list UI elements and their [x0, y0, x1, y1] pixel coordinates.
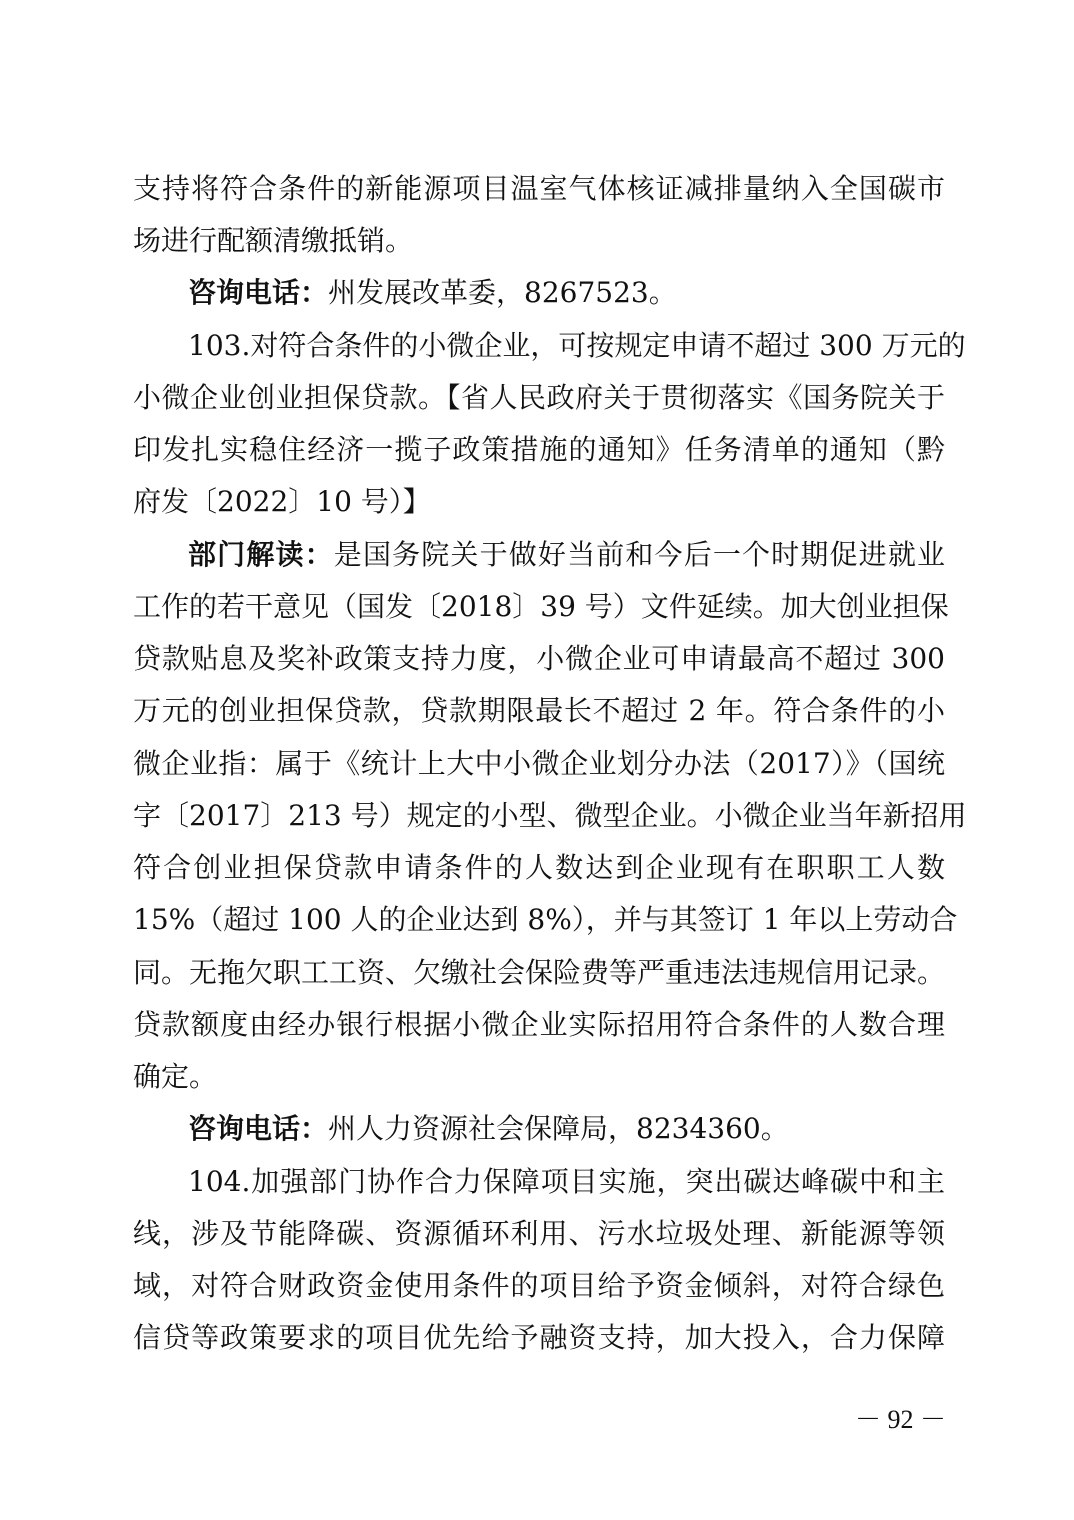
consult-phone-label: 咨询电话： [188, 276, 329, 309]
text-line: 域，对符合财政资金使用条件的项目给予资金倾斜，对符合绿色 [133, 1269, 945, 1302]
item-103-first-line: 103.对符合条件的小微企业，可按规定申请不超过 300 万元的 [188, 329, 966, 362]
text-line: 同。无拖欠职工工资、欠缴社会保险费等严重违法违规信用记录。 [133, 956, 946, 989]
consult-phone-line [188, 1103, 945, 1155]
text-line: 贷款额度由经办银行根据小微企业实际招用符合条件的人数合理 [133, 1008, 945, 1041]
text-line: 支持将符合条件的新能源项目温室气体核证减排量纳入全国碳市 [133, 172, 945, 205]
text-line: 场进行配额清缴抵销。 [133, 224, 414, 257]
text-line: 府发〔2022〕10 号）】 [133, 485, 431, 518]
text-line: 万元的创业担保贷款，贷款期限最长不超过 2 年。符合条件的小 [133, 694, 945, 727]
text-line: 工作的若干意见（国发〔2018〕39 号）文件延续。加大创业担保 [133, 590, 949, 623]
consult-phone-label: 咨询电话： [188, 1112, 329, 1145]
text-line: 确定。 [133, 1060, 218, 1093]
text-line: 小微企业创业担保贷款。【省人民政府关于贯彻落实《国务院关于 [133, 381, 945, 414]
interpretation-line [188, 529, 945, 581]
interpretation-label: 部门解读： [188, 538, 334, 571]
text-line: 字〔2017〕213 号）规定的小型、微型企业。小微企业当年新招用 [133, 799, 967, 832]
consult-phone-text: 州人力资源社会保障局，8234360。 [328, 1112, 789, 1145]
text-line: 微企业指：属于《统计上大中小微企业划分办法（2017）》（国统 [133, 747, 945, 780]
interpretation-text: 是国务院关于做好当前和今后一个时期促进就业 [333, 538, 945, 571]
item-104-first-line: 104.加强部门协作合力保障项目实施，突出碳达峰碳中和主 [188, 1165, 945, 1198]
text-line: 15%（超过 100 人的企业达到 8%），并与其签订 1 年以上劳动合 [133, 903, 958, 936]
text-line: 印发扎实稳住经济一揽子政策措施的通知》任务清单的通知（黔 [133, 433, 945, 466]
page-number: － 92 － [854, 1405, 946, 1434]
text-line: 符合创业担保贷款申请条件的人数达到企业现有在职职工人数 [133, 851, 945, 884]
consult-phone-line [188, 267, 945, 319]
consult-phone-text: 州发展改革委，8267523。 [328, 276, 677, 309]
text-line: 信贷等政策要求的项目优先给予融资支持，加大投入，合力保障 [133, 1321, 945, 1354]
text-line: 线，涉及节能降碳、资源循环利用、污水垃圾处理、新能源等领 [133, 1217, 945, 1250]
text-line: 贷款贴息及奖补政策支持力度，小微企业可申请最高不超过 300 [133, 642, 945, 675]
